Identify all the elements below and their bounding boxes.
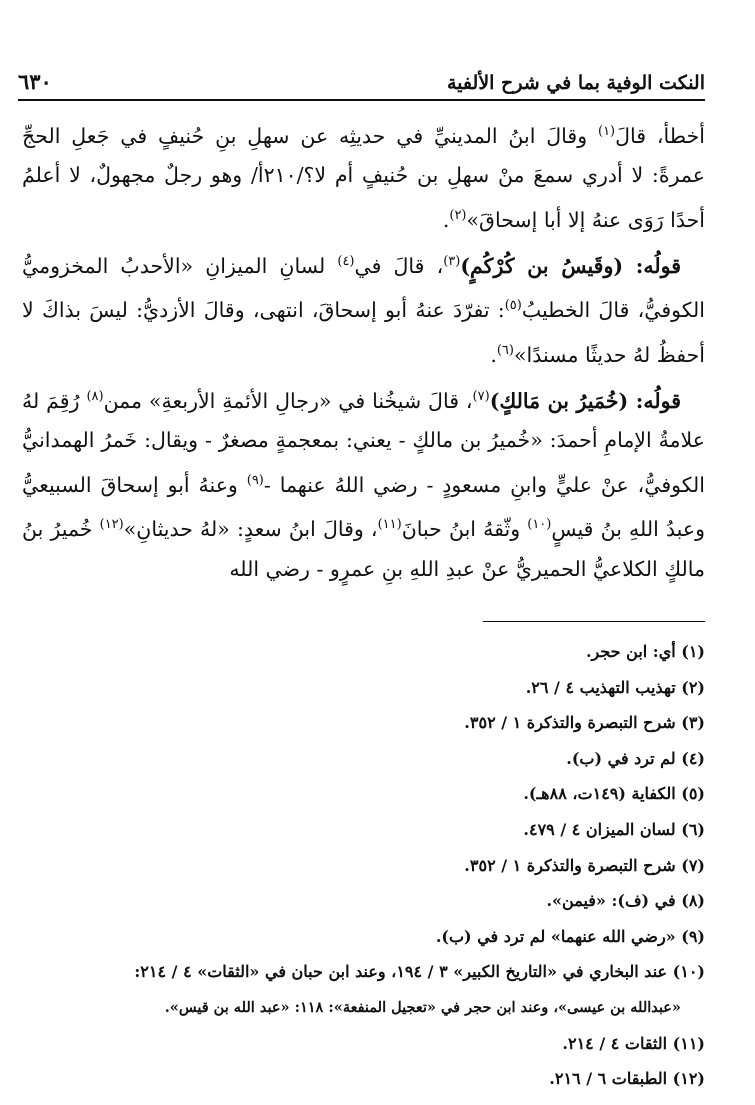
book-title: النكت الوفية بما في شرح الألفية	[447, 72, 705, 94]
text-run: وثّقهُ ابنُ حبانَ	[401, 517, 528, 542]
main-text	[22, 112, 705, 591]
footnote-number: (٧)	[681, 855, 705, 875]
footnote	[22, 776, 705, 812]
footnote-number: (٩)	[681, 926, 705, 946]
footnote-marker: (٣)	[443, 254, 461, 270]
footnote-marker: (٤)	[337, 254, 355, 270]
footnote-text: أي: ابن حجر.	[585, 642, 676, 661]
footnote-marker: (٩)	[246, 472, 264, 488]
footnote-number: (١١)	[672, 1033, 705, 1053]
footnote-marker: (١٢)	[99, 517, 124, 533]
text-run: لسانِ الميزانِ «الأحدبُ المخزوميُّ الكوفيُّ، قالَ الخطيبُ	[22, 253, 705, 323]
footnote-number: (١٢)	[672, 1069, 705, 1089]
text-run: وقالَ ابنُ المدينيِّ في حديثِه عن سهلِ بنِ حُنيفٍ في جَعلِ الحجِّ عمرةً: لا أدري سمعَ منْ سهلِ بن حُنيفٍ أم لا؟/٢١٠أ/ وهو رجلٌ مجهولٌ، لا أعلمُ أحدًا رَوَى عنهُ إلا أبا إسحاقَ»	[22, 123, 705, 232]
paragraph	[22, 112, 705, 240]
footnote-number: (٢)	[681, 677, 705, 697]
paragraph	[22, 377, 705, 589]
footnote-marker: (٧)	[472, 389, 490, 405]
running-header	[18, 58, 705, 94]
footnote	[22, 990, 705, 1026]
text-run: ، وقالَ ابنُ سعدٍ: «لهُ حديثانِ»	[123, 517, 378, 542]
footnote-marker: (٦)	[496, 342, 514, 358]
footnote-text: لم ترد في (ب).	[566, 748, 676, 768]
footnote-marker: (١٠)	[527, 517, 552, 533]
footnote-text: «رضي الله عنهما» لم ترد في (ب).	[435, 926, 676, 946]
text-run: رُقِمَ لهُ علامةُ الإمامِ أحمدَ: «خُميرُ بن مالكٍ - يعني: بمعجمةٍ مصغرٌ - ويقال: خَمرُ الهمدانيُّ الكوفيُّ، عنْ عليٍّ وابنِ مسعودٍ - رضي اللهُ عنهما -	[22, 388, 706, 497]
footnote-number: (٨)	[681, 891, 705, 911]
footnote-text: الثقات ٤ / ٢١٤.	[562, 1033, 668, 1053]
footnote-number: (٣)	[681, 713, 705, 733]
footnote-marker: (٢)	[449, 207, 467, 223]
footnote	[22, 812, 705, 848]
text-run: أخطأ، قالَ	[615, 123, 705, 148]
header-rule	[18, 99, 705, 101]
footnote-text: في (ف): «فيمن».	[546, 891, 676, 911]
footnote	[22, 1026, 705, 1062]
footnote-marker: (٨)	[86, 389, 104, 405]
footnote-text: تهذيب التهذيب ٤ / ٢٦.	[525, 677, 676, 697]
text-run: وعنهُ أبو إسحاقَ السبيعيُّ وعبدُ اللهِ بنُ قيسٍ	[22, 472, 705, 542]
text-run: ، قالَ شيخُنا في «رجالِ الأئمةِ الأربعةِ» ممن	[103, 388, 473, 413]
footnote	[22, 705, 705, 741]
bold-phrase: قولُه: (خُمَيرُ بن مَالكٍ)	[489, 388, 681, 413]
page-number: ٦٣٠	[18, 69, 52, 94]
text-run: .	[442, 207, 450, 232]
paragraph	[22, 242, 705, 375]
footnote-text: شرح التبصرة والتذكرة ١ / ٣٥٢.	[464, 855, 676, 875]
footnote-text: لسان الميزان ٤ / ٤٧٩.	[523, 819, 676, 839]
footnotes	[22, 634, 705, 1097]
footnote-number: (٤)	[681, 748, 705, 768]
footnote-text: «عبدالله بن عيسى»، وعند ابن حجر في «تعجيل المنفعة»: ١١٨: «عبد الله بن قيس».	[164, 998, 681, 1016]
text-run: خُميرُ بنُ مالكٍ الكلاعيُّ الحميريُّ عنْ عبدِ اللهِ بنِ عمرٍو - رضي الله	[22, 517, 705, 581]
footnote	[22, 883, 705, 919]
footnote-separator	[483, 621, 705, 622]
footnote-text: شرح التبصرة والتذكرة ١ / ٣٥٢.	[464, 713, 676, 733]
footnote	[22, 848, 705, 884]
footnote-number: (٦)	[681, 819, 705, 839]
footnote	[22, 670, 705, 706]
footnote-number: (١)	[681, 642, 705, 661]
text-run: : تفرّدَ عنهُ أبو إسحاقَ، انتهى، وقالَ الأزديُّ: ليسَ بذاكَ لا أحفظُ لهُ حديثًا مسندًا»	[22, 298, 705, 367]
footnote	[22, 634, 705, 670]
footnote	[22, 741, 705, 777]
footnote-number: (٥)	[681, 784, 705, 804]
footnote-text: الكفاية (١٤٩ت، ٨٨هـ).	[523, 784, 676, 804]
footnote	[22, 954, 705, 990]
footnote-marker: (١١)	[377, 517, 402, 533]
footnote	[22, 1061, 705, 1097]
footnote-text: عند البخاري في «التاريخ الكبير» ٣ / ١٩٤، وعند ابن حبان في «الثقات» ٤ / ٢١٤:	[134, 962, 668, 982]
footnote-marker: (١)	[597, 124, 616, 139]
bold-phrase: قولُه: (وقَيسُ بن كُرْكُمٍ)	[460, 253, 681, 278]
footnote	[22, 919, 705, 955]
text-run: .	[490, 342, 497, 367]
footnote-marker: (٥)	[504, 298, 522, 314]
footnote-number: (١٠)	[672, 962, 705, 982]
footnote-text: الطبقات ٦ / ٢١٦.	[549, 1069, 668, 1089]
text-run: ، قالَ في	[354, 253, 444, 278]
